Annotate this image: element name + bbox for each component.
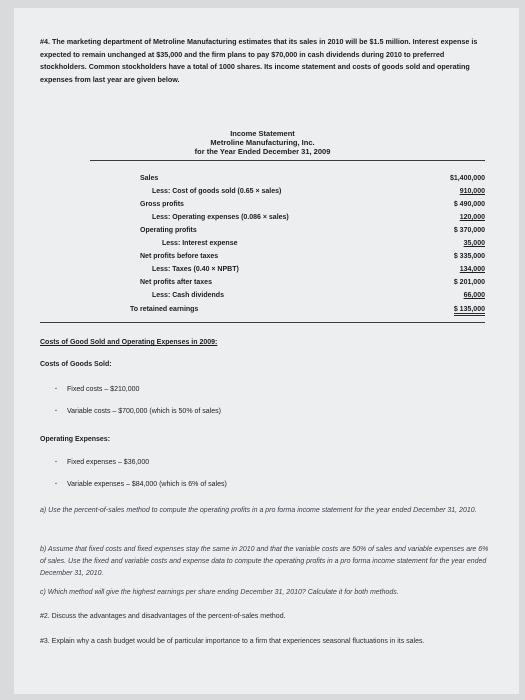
- row-value: 35,000: [463, 240, 485, 247]
- bullet-icon: ·: [55, 481, 58, 488]
- question-a: a) Use the percent-of-sales method to compute the operating profits in a pro forma income statement for the year ended December 31, 2010.: [40, 507, 477, 514]
- table-row: [140, 279, 485, 292]
- question-c: c) Which method will give the highest earnings per share ending December 31, 2010? Calculate it for both methods.: [40, 589, 399, 596]
- row-label: Less: Cash dividends: [152, 292, 224, 299]
- list-item-text: Variable expenses – $84,000 (which is 6% of sales): [67, 481, 227, 488]
- row-value: $ 335,000: [453, 253, 485, 260]
- question-b: b) Assume that fixed costs and fixed expenses stay the same in 2010 and that the variable costs are 50% of sales and variable expenses are 6% of sales. Use the fixed and variable costs and expense data to compute the operating profits in a pro forma income statement for the year ended December 31, 2010.: [40, 546, 489, 577]
- list-item: [55, 481, 227, 488]
- cogs-heading: Costs of Goods Sold:: [40, 361, 112, 368]
- row-label: Less: Cost of goods sold (0.65 × sales): [152, 188, 282, 195]
- table-row: [140, 214, 485, 227]
- row-value: $ 370,000: [453, 227, 485, 234]
- statement-period: for the Year Ended December 31, 2009: [194, 147, 331, 156]
- list-item-text: Variable costs – $700,000 (which is 50% of sales): [67, 408, 221, 415]
- row-value: 910,000: [459, 188, 485, 195]
- list-item: [55, 459, 149, 466]
- row-value: 120,000: [459, 214, 485, 221]
- statement-title: Income Statement: [230, 129, 295, 138]
- table-row: [140, 292, 485, 305]
- table-row: [140, 175, 485, 188]
- table-row: [140, 253, 485, 266]
- table-row: [140, 227, 485, 240]
- list-item: [55, 408, 221, 415]
- row-value: $ 490,000: [453, 201, 485, 208]
- row-value: 66,000: [463, 292, 485, 299]
- row-label: Net profits before taxes: [140, 253, 219, 260]
- row-value: 134,000: [459, 266, 485, 273]
- row-value: $1,400,000: [449, 175, 485, 182]
- statement-rule-top: [90, 160, 485, 161]
- row-label: To retained earnings: [130, 306, 199, 313]
- row-label: Less: Operating expenses (0.086 × sales): [152, 214, 289, 221]
- row-label: Less: Taxes (0.40 × NPBT): [152, 266, 239, 273]
- table-row: [140, 240, 485, 253]
- row-label: Net profits after taxes: [140, 279, 212, 286]
- statement-rule-bottom: [40, 322, 485, 323]
- list-item: [55, 386, 139, 393]
- bullet-icon: ·: [55, 386, 58, 393]
- table-row: [140, 201, 485, 214]
- list-item-text: Fixed expenses – $36,000: [67, 459, 150, 466]
- row-value: $ 135,000: [454, 306, 485, 316]
- row-value: $ 201,000: [453, 279, 485, 286]
- costs-heading: Costs of Good Sold and Operating Expenses in 2009:: [40, 339, 218, 346]
- question-2: #2. Discuss the advantages and disadvantages of the percent-of-sales method.: [40, 613, 286, 620]
- question-3: #3. Explain why a cash budget would be of particular importance to a firm that experiences seasonal fluctuations in its sales.: [40, 638, 425, 645]
- statement-company: Metroline Manufacturing, Inc.: [210, 138, 315, 147]
- list-item-text: Fixed costs – $210,000: [67, 386, 140, 393]
- row-label: Operating profits: [140, 227, 197, 234]
- bullet-icon: ·: [55, 459, 58, 466]
- problem-intro: #4. The marketing department of Metroline Manufacturing estimates that its sales in 2010 will be $1.5 million. Interest expense is expected to remain unchanged at $35,000 and the firm plans to pay $70,000 in cash dividends during 2010 to preferred stockholders. Common stockholders have a total of 1000 shares. Its income statement and costs of goods sold and operating expenses from last year are given below.: [40, 37, 478, 84]
- row-label: Less: Interest expense: [162, 240, 238, 247]
- table-row: [140, 188, 485, 201]
- bullet-icon: ·: [55, 408, 58, 415]
- row-label: Sales: [140, 175, 159, 182]
- opex-heading: Operating Expenses:: [40, 436, 111, 443]
- table-row: [130, 306, 485, 319]
- row-label: Gross profits: [140, 201, 184, 208]
- table-row: [140, 266, 485, 279]
